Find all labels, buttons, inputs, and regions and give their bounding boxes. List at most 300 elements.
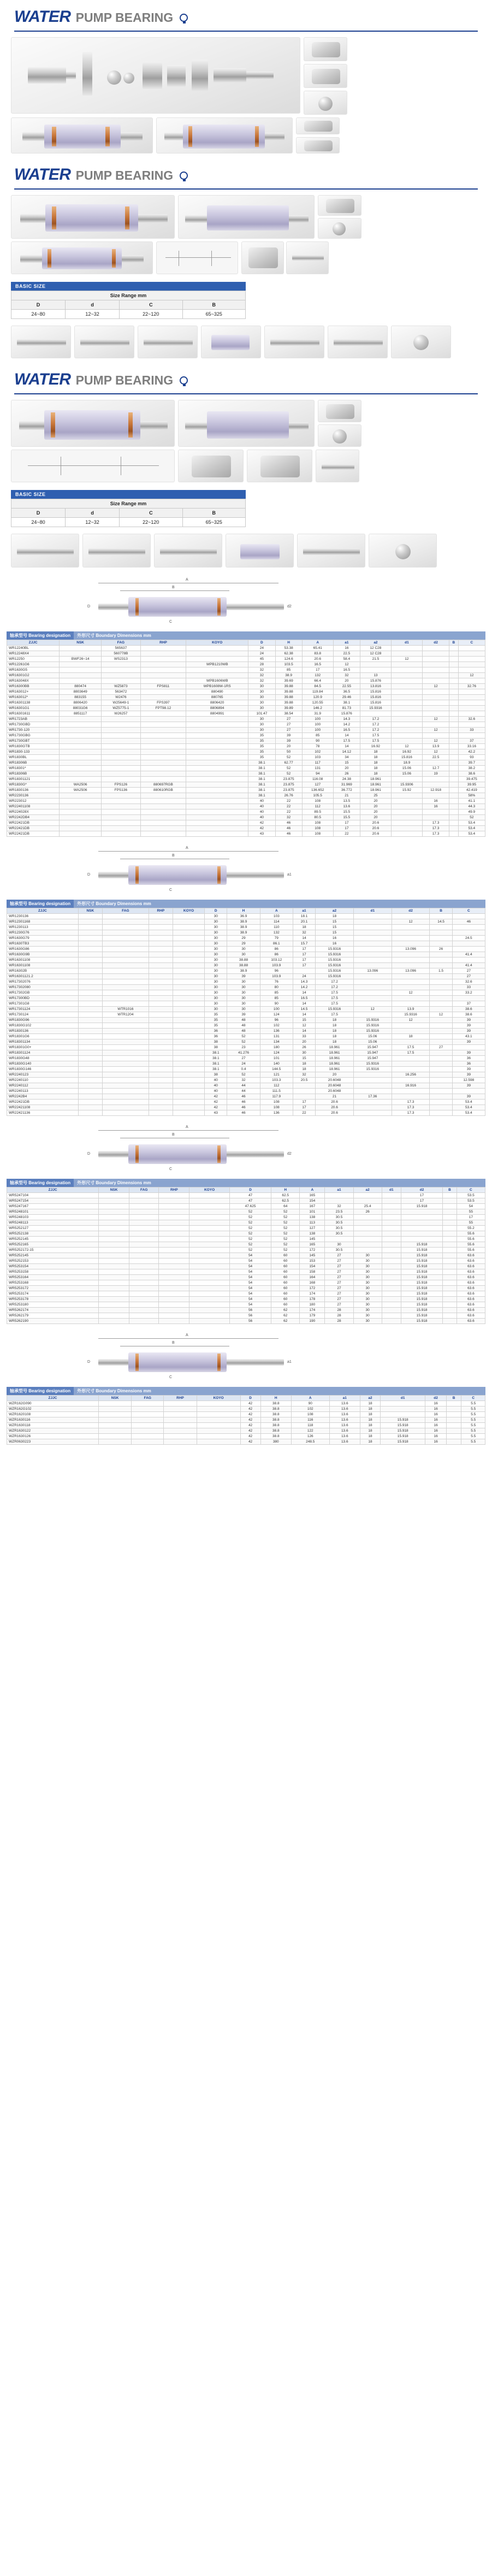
cell-a2: 17.5 [360, 733, 391, 738]
cell-b [446, 1434, 461, 1439]
cell-d: 38.1 [205, 1067, 227, 1072]
cell-c [452, 958, 485, 963]
cell-d1 [382, 1220, 401, 1226]
cell-nsk [78, 974, 102, 979]
cell-b [443, 1248, 457, 1253]
cell-a1: 23.5 [325, 1209, 353, 1215]
cell-fag [102, 1100, 149, 1105]
cell-nsk [99, 1302, 129, 1308]
cell-c: 55.2 [457, 1226, 485, 1231]
cell-a1: 13.6 [329, 1407, 360, 1412]
cell-a1: 16.5 [333, 728, 360, 733]
cell-c [458, 678, 485, 684]
cell-d1: 15.947 [353, 1050, 392, 1056]
cell-d1 [391, 673, 422, 678]
cell-b [449, 646, 459, 651]
cell-h: 32 [227, 1078, 260, 1083]
cell-b [443, 1215, 457, 1220]
cell-b [449, 700, 459, 706]
cell-a: 66.4 [302, 678, 333, 684]
product-photo-casting-12 [247, 450, 312, 482]
cell-a1: 30.5 [325, 1231, 353, 1237]
cell-h: 38.8 [260, 1417, 291, 1423]
cell-koyo [173, 1056, 204, 1061]
spec-header-a2: a2 [316, 908, 354, 914]
basic-size-header-c: C [120, 300, 182, 310]
cell-a1: 17 [293, 1105, 315, 1110]
cell-d: 30 [205, 936, 227, 941]
cell-d: 30 [205, 985, 227, 990]
cell-b [449, 799, 459, 804]
cell-d: 42 [248, 826, 275, 831]
cell-d2 [392, 996, 430, 1001]
product-photo-shaft-8 [11, 534, 79, 568]
cell-d2 [422, 810, 449, 815]
cell-a2 [353, 1237, 382, 1242]
cell-nsk [99, 1215, 129, 1220]
cell-zjjc: WZR1630122 [7, 1428, 99, 1434]
cell-h: 39 [275, 738, 302, 744]
cell-rhp [149, 947, 173, 952]
cell-koyo [189, 1204, 230, 1209]
cell-zjjc: WR1730-120 [7, 728, 60, 733]
table-row [7, 1275, 485, 1280]
cell-b [449, 667, 459, 673]
cell-b [443, 1220, 457, 1226]
spec-header-d2: d2 [425, 1396, 446, 1401]
cell-d: 52 [229, 1220, 271, 1226]
cell-h: 85 [275, 667, 302, 673]
cell-a2 [353, 1248, 382, 1253]
cell-a1: 33 [293, 1034, 315, 1039]
cell-koyo [189, 1264, 230, 1269]
product-photo-bearing-1 [11, 117, 153, 153]
cell-a1: 27 [325, 1280, 353, 1286]
spec-header-a1: a1 [333, 640, 360, 646]
cell-d: 40 [205, 1089, 227, 1094]
cell-rhp [140, 733, 186, 738]
cell-fag: WS2313 [102, 657, 141, 662]
cell-a2: 20.6048 [316, 1083, 354, 1089]
cell-a2: 26 [353, 1209, 382, 1215]
cell-c: 52 [458, 815, 485, 820]
cell-d1 [353, 974, 392, 979]
cell-fag [102, 738, 141, 744]
cell-d: 42 [205, 1094, 227, 1100]
cell-zjjc: WR5262190 [7, 1319, 99, 1324]
cell-d1 [353, 958, 392, 963]
cell-h: 27 [227, 1056, 260, 1061]
cell-c: 63.6 [457, 1297, 485, 1302]
cell-b [443, 1193, 457, 1198]
cell-a2: 21.5 [360, 657, 391, 662]
cell-fag [102, 799, 141, 804]
cell-b [449, 711, 459, 717]
cell-a2: 12 C28 [360, 646, 391, 651]
cell-fag [102, 1034, 149, 1039]
cell-b [430, 1018, 452, 1023]
cell-h: 52 [227, 1039, 260, 1045]
cell-b [443, 1302, 457, 1308]
cell-zjjc: WR163012* [7, 695, 60, 700]
cell-c: 63.6 [457, 1308, 485, 1313]
cell-b [430, 1072, 452, 1078]
table-row [7, 804, 485, 810]
cell-zjjc: WR5247167 [7, 1204, 99, 1209]
cell-d1 [382, 1237, 401, 1242]
cell-a1: 13.6 [329, 1428, 360, 1434]
cell-zjjc: WR12250 [7, 657, 60, 662]
cell-zjjc: WR16301138 [7, 700, 60, 706]
product-photo-assembly-1 [286, 241, 329, 274]
cell-a2: 20 [360, 799, 391, 804]
cell-koyo [173, 974, 204, 979]
cell-d: 38.1 [248, 782, 275, 788]
cell-zjjc: WR5253172 [7, 1286, 99, 1291]
cell-a1: 81.73 [333, 706, 360, 711]
cell-a: 101 [260, 1056, 293, 1061]
cell-a2: 18 [316, 1039, 354, 1045]
cell-h: 60 [271, 1264, 300, 1269]
cell-zjjc: WR1830136 [7, 788, 60, 793]
page-banner-3 [0, 363, 492, 393]
table-row [7, 1067, 485, 1072]
cell-koyo [189, 1269, 230, 1275]
cell-a1: 14 [293, 1029, 315, 1034]
cell-fag: 563472 [102, 689, 141, 695]
cell-fag [102, 941, 149, 947]
cell-nsk [60, 744, 102, 749]
cell-nsk [78, 1012, 102, 1018]
cell-a1: 20.5 [293, 1078, 315, 1083]
cell-b [449, 689, 459, 695]
spec-header-d2: d2 [401, 1187, 442, 1193]
cell-c: 38.6 [458, 771, 485, 777]
cell-rhp [140, 766, 186, 771]
cell-d: 30 [205, 979, 227, 985]
cell-d2 [392, 1089, 430, 1094]
cell-d2 [422, 678, 449, 684]
cell-c: 5.5 [461, 1407, 485, 1412]
cell-zjjc: WR1830GTB [7, 744, 60, 749]
cell-rhp [140, 711, 186, 717]
cell-a: 78 [302, 744, 333, 749]
drawing-label-d: D [87, 1360, 91, 1364]
cell-a: 102 [291, 1407, 329, 1412]
cell-d2: 16 [425, 1412, 446, 1417]
product-drawing-2 [11, 450, 175, 482]
drawing-label-b: B [172, 854, 175, 858]
cell-c: 38.6 [452, 1012, 485, 1018]
cell-rhp [149, 979, 173, 985]
cell-d1 [382, 1302, 401, 1308]
cell-d1 [391, 706, 422, 711]
cell-a: 94 [302, 771, 333, 777]
cell-rhp [140, 760, 186, 766]
table-row [7, 826, 485, 831]
cell-b: 1.5 [430, 968, 452, 974]
cell-c: 38.6 [452, 1007, 485, 1012]
cell-a2: 30 [353, 1253, 382, 1259]
cell-fag [102, 1061, 149, 1067]
cell-d: 42 [240, 1428, 260, 1434]
cell-fag [132, 1401, 164, 1407]
cell-nsk [99, 1280, 129, 1286]
cell-zjjc: WR18301121 [7, 777, 60, 782]
product-photo-bearing-2 [156, 117, 293, 153]
cell-fag [102, 1029, 149, 1034]
basic-size-title: BASIC SIZE [11, 282, 246, 291]
cell-d1 [391, 799, 422, 804]
cell-c: 55.6 [457, 1242, 485, 1248]
cell-d: 42 [240, 1401, 260, 1407]
cell-c: 12 [458, 673, 485, 678]
cell-a1: 30.5 [325, 1220, 353, 1226]
product-photo-casting-4 [296, 117, 340, 134]
cell-a2: 15.9316 [316, 952, 354, 958]
cell-d: 38.1 [248, 788, 275, 793]
cell-d2: 15.918 [401, 1264, 442, 1269]
cell-a2: 30 [353, 1264, 382, 1269]
cell-b [430, 1050, 452, 1056]
spec-title-left: 轴承型号 Bearing designation [7, 1387, 74, 1395]
cell-h: 39.89 [275, 706, 302, 711]
cell-fag: W25649-1 [102, 700, 141, 706]
cell-b [443, 1313, 457, 1319]
cell-koyo [186, 826, 248, 831]
drawing-label-d2: a1 [287, 1360, 292, 1364]
cell-nsk [60, 793, 102, 799]
cell-nsk [98, 1423, 131, 1428]
cell-c: 39 [452, 1072, 485, 1078]
cell-koyo [173, 936, 204, 941]
cell-nsk [78, 1072, 102, 1078]
cell-a2: 30 [353, 1269, 382, 1275]
cell-c [458, 657, 485, 662]
cell-h: 62 [271, 1313, 300, 1319]
cell-fag [129, 1248, 159, 1253]
cell-rhp [140, 804, 186, 810]
cell-rhp [140, 793, 186, 799]
cell-koyo [173, 1083, 204, 1089]
spec-header-b: B [449, 640, 459, 646]
cell-h: 60 [271, 1286, 300, 1291]
cell-d: 54 [229, 1259, 271, 1264]
cell-h: 48 [227, 1023, 260, 1029]
cell-nsk [60, 749, 102, 755]
cell-d: 40 [248, 810, 275, 815]
cell-fag [102, 952, 149, 958]
table-row [7, 1401, 485, 1407]
cell-a1: 16.5 [293, 996, 315, 1001]
cell-nsk [78, 914, 102, 919]
cell-nsk [78, 1056, 102, 1061]
cell-rhp [149, 1018, 173, 1023]
cell-fag [102, 1110, 149, 1116]
cell-d1 [353, 930, 392, 936]
cell-b [449, 788, 459, 793]
table-row [7, 1089, 485, 1094]
product-photo-main-1 [11, 37, 300, 114]
cell-a: 180 [260, 1045, 293, 1050]
cell-h: 27 [275, 728, 302, 733]
cell-a1: 15.7 [293, 941, 315, 947]
cell-rhp [140, 771, 186, 777]
cell-a1: 20.1 [293, 919, 315, 925]
cell-nsk [60, 799, 102, 804]
cell-fag: 560778B [102, 651, 141, 657]
cell-d: 30 [248, 689, 275, 695]
cell-c: 55.6 [457, 1237, 485, 1242]
cell-nsk [78, 1105, 102, 1110]
cell-d1 [353, 925, 392, 930]
cell-nsk: 880474 [60, 684, 102, 689]
cell-d1: 15.918 [380, 1423, 425, 1428]
cell-d2 [392, 963, 430, 968]
product-drawing-1 [156, 241, 238, 274]
cell-c: 5.5 [461, 1412, 485, 1417]
cell-a1: 31.969 [333, 782, 360, 788]
cell-a1: 14 [293, 1012, 315, 1018]
cell-a: 145 [300, 1253, 325, 1259]
cell-a1: 24.38 [333, 777, 360, 782]
cell-b [449, 717, 459, 722]
cell-d1 [353, 952, 392, 958]
cell-c: 63.6 [457, 1302, 485, 1308]
bulb-icon [180, 14, 188, 22]
cell-a: 116 [291, 1417, 329, 1423]
cell-d: 35 [248, 744, 275, 749]
cell-fag: FPS126 [102, 782, 141, 788]
cell-fag [102, 1056, 149, 1061]
cell-a2: 18 [316, 914, 354, 919]
cell-zjjc: WR1730GBG [7, 733, 60, 738]
cell-d2: 16.256 [392, 1072, 430, 1078]
table-row [7, 760, 485, 766]
cell-c [458, 667, 485, 673]
cell-d1 [382, 1193, 401, 1198]
cell-c [458, 706, 485, 711]
bulb-icon [180, 172, 188, 180]
cell-fag [129, 1280, 159, 1286]
cell-d: 42 [240, 1412, 260, 1417]
spec-header-nsk: NSK [98, 1396, 131, 1401]
spec-header-a2: a2 [360, 1396, 381, 1401]
drawing-label-d1: d2 [287, 1152, 292, 1156]
cell-zjjc: WR163048X [7, 678, 60, 684]
cell-d: 52 [229, 1215, 271, 1220]
cell-nsk [60, 662, 102, 667]
table-row [7, 738, 485, 744]
cell-d1 [391, 831, 422, 837]
cell-a1: 18 [293, 925, 315, 930]
spec-header-c: C [457, 1187, 485, 1193]
cell-a: 103 [302, 755, 333, 760]
cell-fag [102, 673, 141, 678]
cell-h: 52 [275, 771, 302, 777]
cell-h: 38.9 [227, 930, 260, 936]
cell-koyo [186, 646, 248, 651]
basic-size-header-d-upper: D [11, 509, 66, 518]
product-photo-shaft-4 [201, 326, 261, 358]
cell-a1: 30.5 [325, 1226, 353, 1231]
cell-zjjc: WZR0630223 [7, 1439, 99, 1445]
cell-d1 [353, 1078, 392, 1083]
cell-b [449, 777, 459, 782]
cell-c: 36 [452, 1056, 485, 1061]
cell-c [458, 689, 485, 695]
cell-zjjc: WR18301* [7, 766, 60, 771]
cell-b [443, 1280, 457, 1286]
cell-b [430, 996, 452, 1001]
cell-koyo [197, 1407, 240, 1412]
dimension-drawing-1 [11, 577, 481, 629]
cell-zjjc: WR22421DB [7, 1100, 79, 1105]
cell-a1: 14.2 [293, 985, 315, 990]
spec-title-right: 外形尺寸 Boundary Dimensions mm [74, 900, 485, 908]
cell-rhp [140, 728, 186, 733]
cell-a1: 14.5 [293, 1007, 315, 1012]
cell-a: 120.9 [302, 695, 333, 700]
cell-nsk [78, 990, 102, 996]
cell-rhp [149, 985, 173, 990]
photo-block-1 [0, 35, 492, 158]
cell-c: 63.6 [457, 1253, 485, 1259]
cell-fag [102, 985, 149, 990]
table-row [7, 941, 485, 947]
spec-header-nsk: NSK [60, 640, 102, 646]
banner-word-water: WATER [14, 166, 71, 184]
cell-a: 120.55 [302, 700, 333, 706]
cell-nsk [98, 1417, 131, 1423]
cell-c: 41.4 [452, 963, 485, 968]
table-row [7, 1313, 485, 1319]
cell-a2: 25 [360, 793, 391, 799]
cell-nsk [60, 651, 102, 657]
cell-a1: 13.6 [329, 1423, 360, 1428]
cell-rhp [149, 1061, 173, 1067]
cell-rhp [159, 1308, 189, 1313]
cell-d2 [422, 733, 449, 738]
cell-a2: 18 [360, 1412, 381, 1417]
cell-a: 122 [291, 1428, 329, 1434]
cell-h: 30 [227, 1001, 260, 1007]
cell-d1 [353, 1072, 392, 1078]
cell-a1: 34 [333, 755, 360, 760]
cell-fag [102, 810, 141, 815]
cell-h: 30 [227, 1007, 260, 1012]
cell-h: 36.9 [227, 914, 260, 919]
cell-d2: 16 [422, 799, 449, 804]
cell-h: 60 [271, 1275, 300, 1280]
cell-b [449, 766, 459, 771]
cell-koyo [189, 1291, 230, 1297]
cell-nsk [60, 766, 102, 771]
table-row [7, 1280, 485, 1286]
cell-rhp [149, 974, 173, 979]
cell-a: 84.5 [302, 684, 333, 689]
cell-a1: 27 [325, 1253, 353, 1259]
cell-koyo [173, 968, 204, 974]
cell-a: 119.84 [302, 689, 333, 695]
cell-a1: 13.5 [333, 799, 360, 804]
cell-fag [102, 1045, 149, 1050]
cell-nsk [60, 804, 102, 810]
cell-fag [129, 1291, 159, 1297]
cell-b [430, 974, 452, 979]
cell-koyo [186, 749, 248, 755]
cell-b [430, 990, 452, 996]
